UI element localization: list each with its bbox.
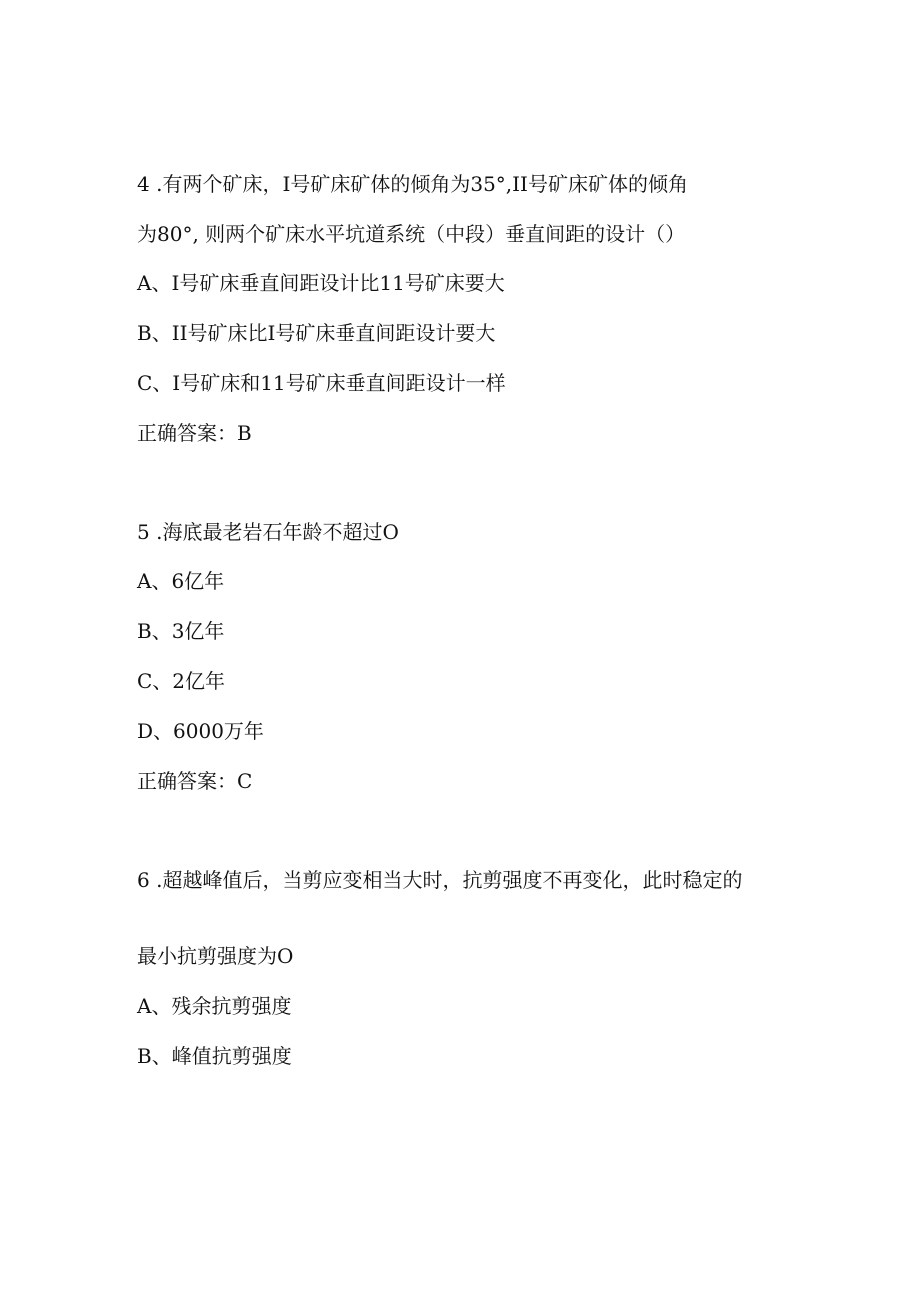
question-6-stem-line-2: 最小抗剪强度为O [137, 944, 294, 968]
question-4-option-c: C、I号矿床和11号矿床垂直间距设计一样 [137, 371, 506, 395]
question-5-answer: 正确答案：C [137, 769, 253, 793]
question-4-stem-line-1: 4 .有两个矿床，I号矿床矿体的倾角为35°,II号矿床矿体的倾角 [137, 172, 688, 196]
question-4-option-b: B、II号矿床比I号矿床垂直间距设计要大 [137, 321, 496, 345]
question-6-stem-line-1: 6 .超越峰值后，当剪应变相当大时，抗剪强度不再变化，此时稳定的 [137, 868, 743, 892]
question-4-option-a: A、I号矿床垂直间距设计比11号矿床要大 [137, 271, 505, 295]
question-6-option-a: A、残余抗剪强度 [137, 994, 292, 1018]
question-5-option-d: D、6000万年 [137, 719, 264, 743]
question-5-option-b: B、3亿年 [137, 619, 225, 643]
question-4-answer: 正确答案：B [137, 421, 252, 445]
question-6-option-b: B、峰值抗剪强度 [137, 1044, 292, 1068]
question-5-option-a: A、6亿年 [137, 569, 225, 593]
question-5-stem: 5 .海底最老岩石年龄不超过O [137, 520, 399, 544]
question-5-option-c: C、2亿年 [137, 669, 226, 693]
question-4-stem-line-2: 为80°, 则两个矿床水平坑道系统（中段）垂直间距的设计（） [137, 222, 686, 246]
